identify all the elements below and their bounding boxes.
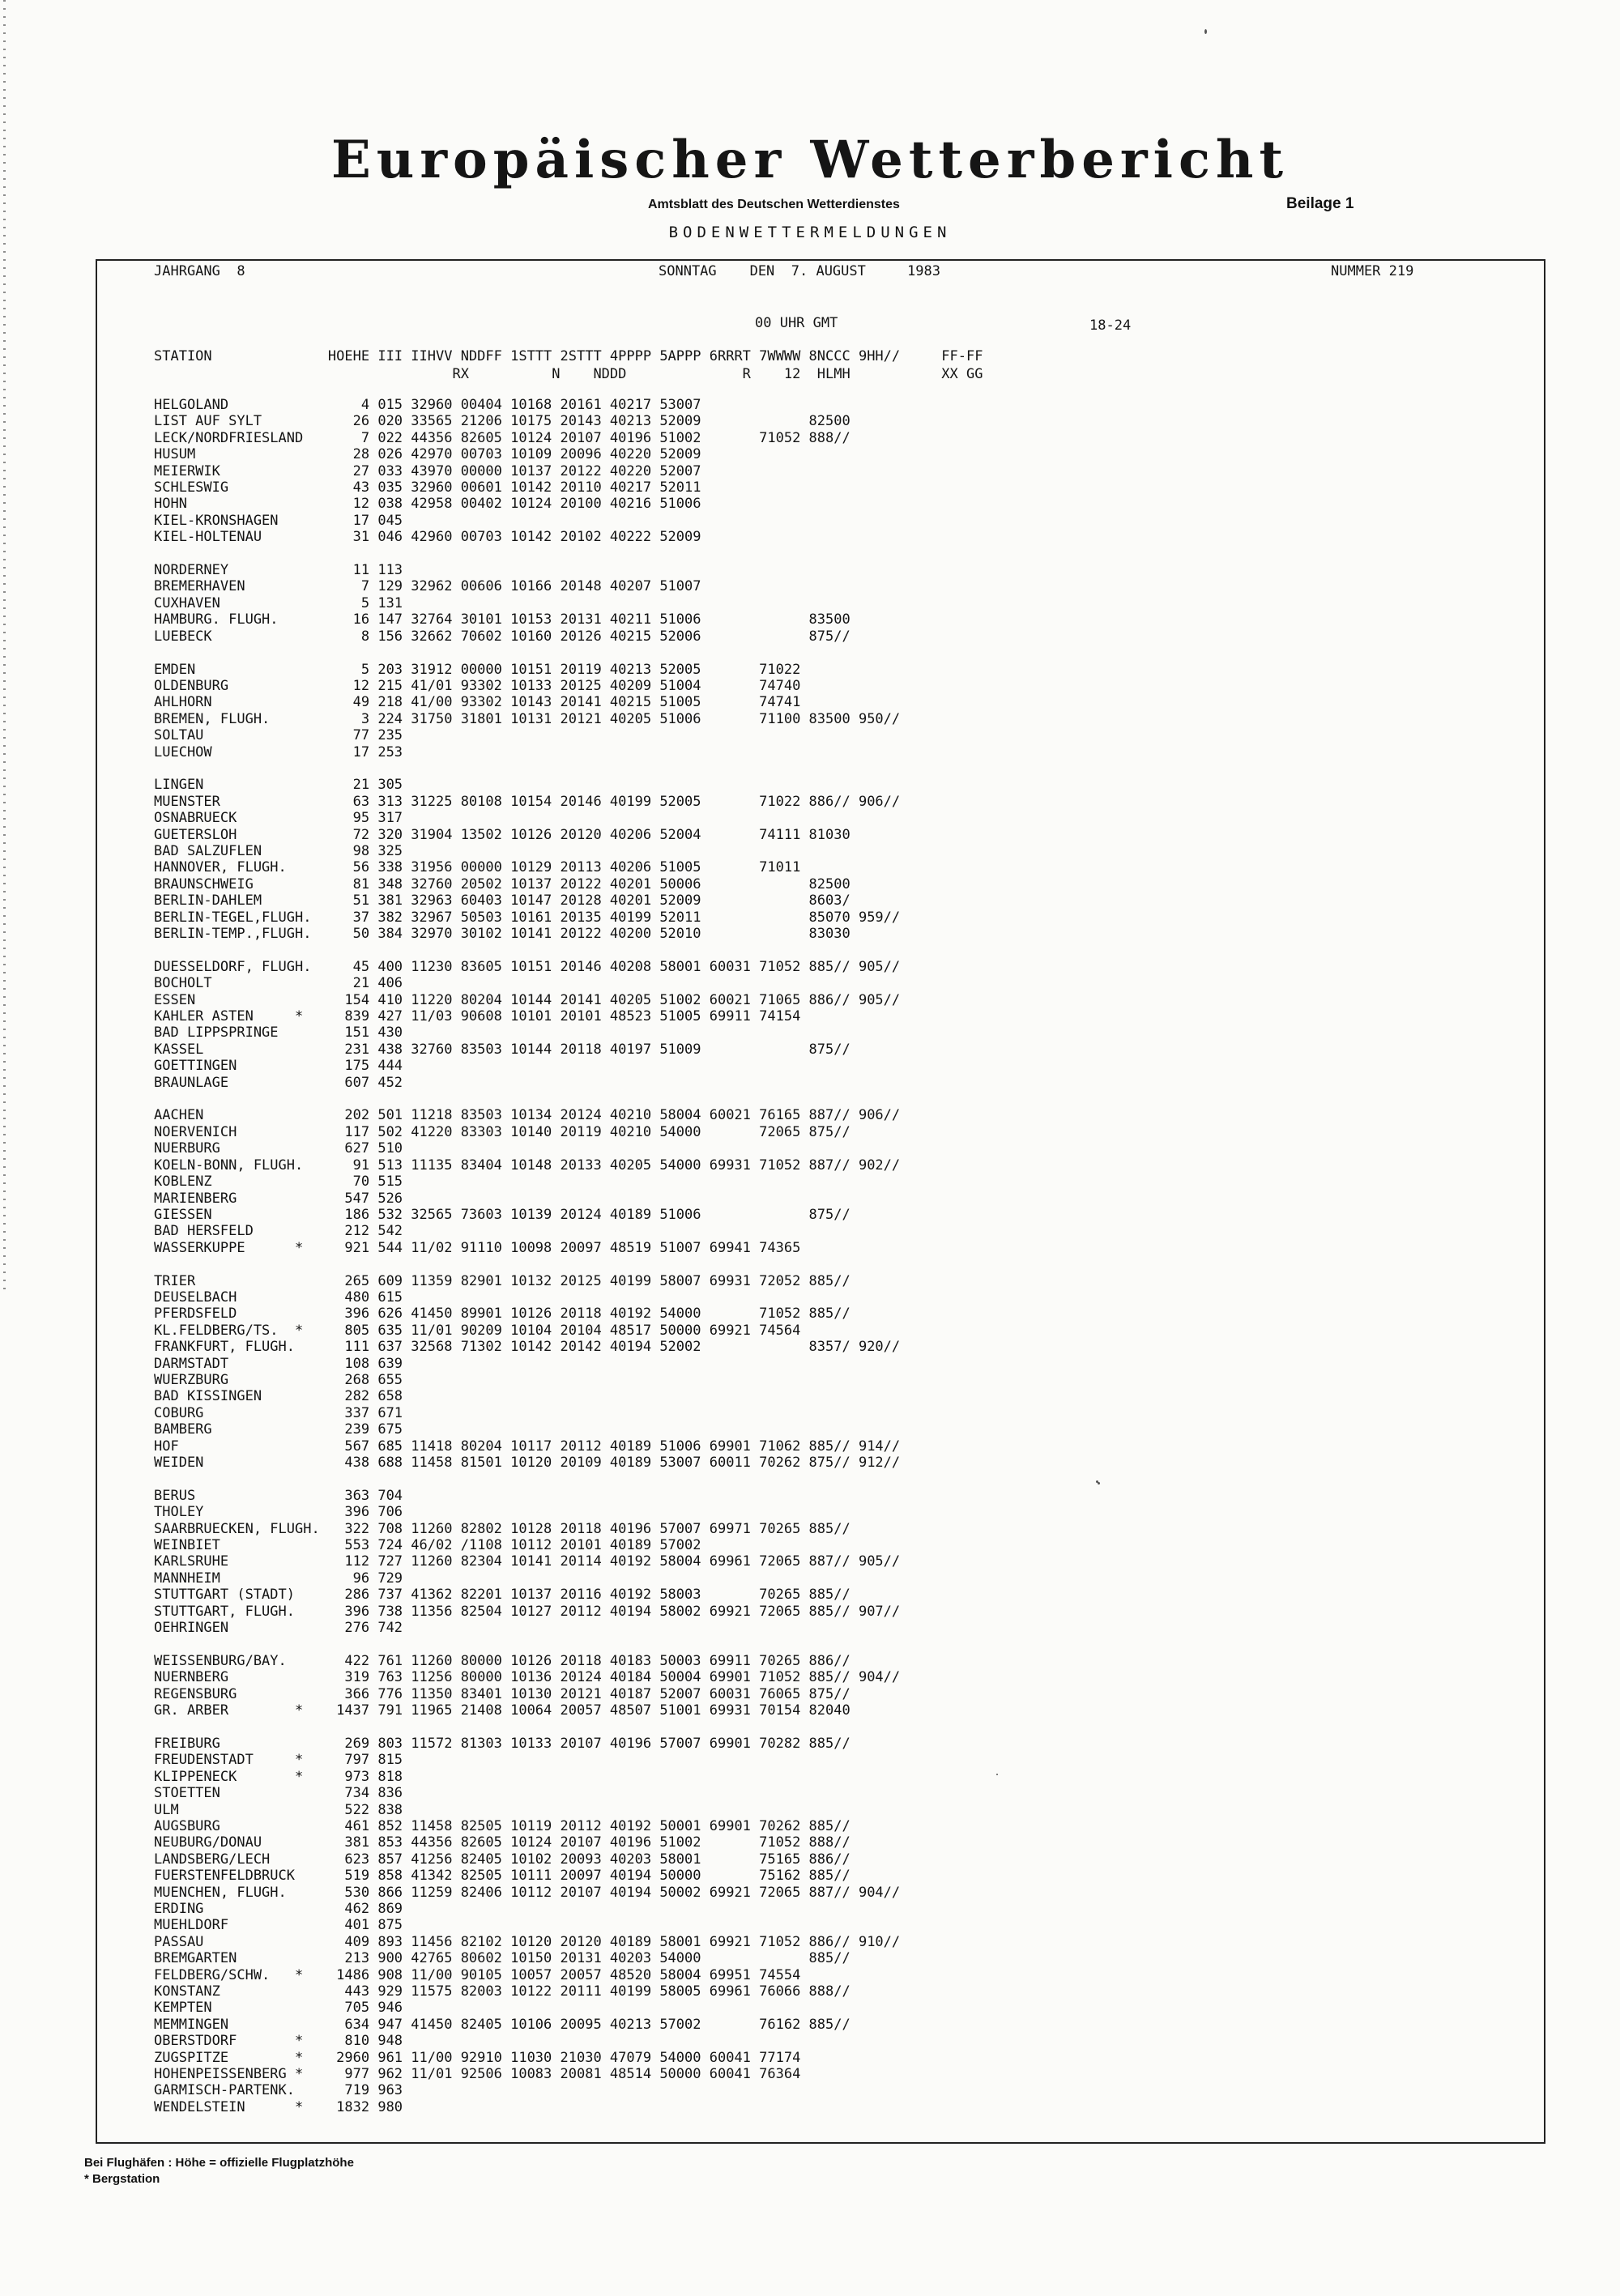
section-heading: BODENWETTERMELDUNGEN <box>668 224 952 241</box>
report-date: SONNTAG DEN 7. AUGUST 1983 <box>659 263 940 279</box>
publisher-subtitle: Amtsblatt des Deutschen Wetterdienstes <box>648 198 900 211</box>
column-headers-row-2: RX N NDDD R 12 HLMH XX GG <box>154 366 983 382</box>
left-margin-perforation <box>3 0 6 1296</box>
footnote-mountain-station: * Bergstation <box>84 2172 160 2186</box>
print-speck <box>996 1774 998 1775</box>
time-range-label: 18-24 <box>1089 317 1132 334</box>
print-speck <box>1204 29 1207 34</box>
print-speck <box>1096 1480 1098 1483</box>
volume-label: JAHRGANG 8 <box>154 263 245 279</box>
footnote-airport-height: Bei Flughäfen : Höhe = offizielle Flugplatzhöhe <box>84 2156 354 2170</box>
observation-time: 00 UHR GMT <box>755 315 838 331</box>
station-observations-table: HELGOLAND 4 015 32960 00404 10168 20161 40217 53007 LIST AUF SYLT 26 020 33565 21206 10175 20143 40213 52009 82500 LECK/NORDFRIESLAND 7 022 44356 82605 10124 20107 40196 51002 71052 888// HUSUM 28 026 42970 00703 10109 20096 40220 52009 MEIERWIK 27 033 43970 00000 10137 20122 40220 52007 SCHLESWIG 43 035 32960 00601 10142 20110 40217 52011 HOHN 12 038 42958 00402 10124 20100 40216 51006 KIEL-KRONSHAGEN 17 045 KIEL-HOLTENAU 31 046 42960 00703 10142 20102 40222 52009 NORDERNEY 11 113 BREMERHAVEN 7 129 32962 00606 10166 20148 40207 51007 CUXHAVEN 5 131 HAMBURG. FLUGH. 16 147 32764 30101 10153 20131 40211 51006 83500 LUEBECK 8 156 32662 70602 10160 20126 40215 52006 875// EMDEN 5 203 31912 00000 10151 20119 40213 52005 71022 OLDENBURG 12 215 41/01 93302 10133 20125 40209 51004 74740 AHLHORN 49 218 41/00 93302 10143 20141 40215 51005 74741 BREMEN, FLUGH. 3 224 31750 31801 10131 20121 40205 51006 71100 83500 950// SOLTAU 77 235 LUECHOW 17 253 LINGEN 21 305 MUENSTER 63 313 31225 80108 10154 20146 40199 52005 71022 886// 906// OSNABRUECK 95 317 GUETERSLOH 72 320 31904 13502 10126 20120 40206 52004 74111 81030 BAD SALZUFLEN 98 325 HANNOVER, FLUGH. 56 338 31956 00000 10129 20113 40206 51005 71011 BRAUNSCHWEIG 81 348 32760 20502 10137 20122 40201 50006 82500 BERLIN-DAHLEM 51 381 32963 60403 10147 20128 40201 52009 8603/ BERLIN-TEGEL,FLUGH. 37 382 32967 50503 10161 20135 40199 52011 85070 959// BERLIN-TEMP.,FLUGH. 50 384 32970 30102 10141 20122 40200 52010 83030 DUESSELDORF, FLUGH. 45 400 11230 83605 10151 20146 40208 58001 60031 71052 885// 905// BOCHOLT 21 406 ESSEN 154 410 11220 80204 10144 20141 40205 51002 60021 71065 886// 905// KAHLER ASTEN * 839 427 11/03 90608 10101 20101 48523 51005 69911 74154 BAD LIPPSPRINGE 151 430 KASSEL 231 438 32760 83503 10144 20118 40197 51009 875// GOETTINGEN 175 444 BRAUNLAGE 607 452 AACHEN 202 501 11218 83503 10134 20124 40210 58004 60021 76165 887// 906// NOERVENICH 117 502 41220 83303 10140 20119 40210 54000 72065 875// NUERBURG 627 510 KOELN-BONN, FLUGH. 91 513 11135 83404 10148 20133 40205 54000 69931 71052 887// 902// KOBLENZ 70 515 MARIENBERG 547 526 GIESSEN 186 532 32565 73603 10139 20124 40189 51006 875// BAD HERSFELD 212 542 WASSERKUPPE * 921 544 11/02 91110 10098 20097 48519 51007 69941 74365 TRIER 265 609 11359 82901 10132 20125 40199 58007 69931 72052 885// DEUSELBACH 480 615 PFERDSFELD 396 626 41450 89901 10126 20118 40192 54000 71052 885// KL.FELDBERG/TS. * 805 635 11/01 90209 10104 20104 48517 50000 69921 74564 FRANKFURT, FLUGH. 111 637 32568 71302 10142 20142 40194 52002 8357/ 920// DARMSTADT 108 639 WUERZBURG 268 655 BAD KISSINGEN 282 658 COBURG 337 671 BAMBERG 239 675 HOF 567 685 11418 80204 10117 20112 40189 51006 69901 71062 885// 914// WEIDEN 438 688 11458 81501 10120 20109 40189 53007 60011 70262 875// 912// BERUS 363 704 THOLEY 396 706 SAARBRUECKEN, FLUGH. 322 708 11260 82802 10128 20118 40196 57007 69971 70265 885// WEINBIET 553 724 46/02 /1108 10112 20101 40189 57002 KARLSRUHE 112 727 11260 82304 10141 20114 40192 58004 69961 72065 887// 905// MANNHEIM 96 729 STUTTGART (STADT) 286 737 41362 82201 10137 20116 40192 58003 70265 885// STUTTGART, FLUGH. 396 738 11356 82504 10127 20112 40194 58002 69921 72065 885// 907// OEHRINGEN 276 742 WEISSENBURG/BAY. 422 761 11260 80000 10126 20118 40183 50003 69911 70265 886// NUERNBERG 319 763 11256 80000 10136 20124 40184 50004 69901 71052 885// 904// REGENSBURG 366 776 11350 83401 10130 20121 40187 52007 60031 76065 875// GR. ARBER * 1437 791 11965 21408 10064 20057 48507 51001 69931 70154 82040 FREIBURG 269 803 11572 81303 10133 20107 40196 57007 69901 70282 885// FREUDENSTADT * 797 815 KLIPPENECK * 973 818 STOETTEN 734 836 ULM 522 838 AUGSBURG 461 852 11458 82505 10119 20112 40192 50001 69901 70262 885// NEUBURG/DONAU 381 853 44356 82605 10124 20107 40196 51002 71052 888// LANDSBERG/LECH 623 857 41256 82405 10102 20093 40203 58001 75165 886// FUERSTENFELDBRUCK 519 858 41342 82505 10111 20097 40194 50000 75162 885// MUENCHEN, FLUGH. 530 866 11259 82406 10112 20107 40194 50002 69921 72065 887// 904// ERDING 462 869 MUEHLDORF 401 875 PASSAU 409 893 11456 82102 10120 20120 40189 58001 69921 71052 886// 910// BREMGARTEN 213 900 42765 80602 10150 20131 40203 54000 885// FELDBERG/SCHW. * 1486 908 11/00 90105 10057 20057 48520 58004 69951 74554 KONSTANZ 443 929 11575 82003 10122 20111 40199 58005 69961 76066 888// KEMPTEN 705 946 MEMMINGEN 634 947 41450 82405 10106 20095 40213 57002 76162 885// OBERSTDORF * 810 948 ZUGSPITZE * 2960 961 11/00 92910 11030 21030 47079 54000 60041 77174 HOHENPEISSENBERG * 977 962 11/01 92506 10083 20081 48514 50000 60041 76364 GARMISCH-PARTENK. 719 963 WENDELSTEIN * 1832 980 <box>154 397 901 2115</box>
issue-number: NUMMER 219 <box>1331 263 1414 279</box>
column-headers-row-1: STATION HOEHE III IIHVV NDDFF 1STTT 2STTT 4PPPP 5APPP 6RRRT 7WWWW 8NCCC 9HH// FF-FF <box>154 348 983 364</box>
supplement-label: Beilage 1 <box>1286 195 1354 212</box>
page-title: Europäischer Wetterbericht <box>331 130 1289 190</box>
